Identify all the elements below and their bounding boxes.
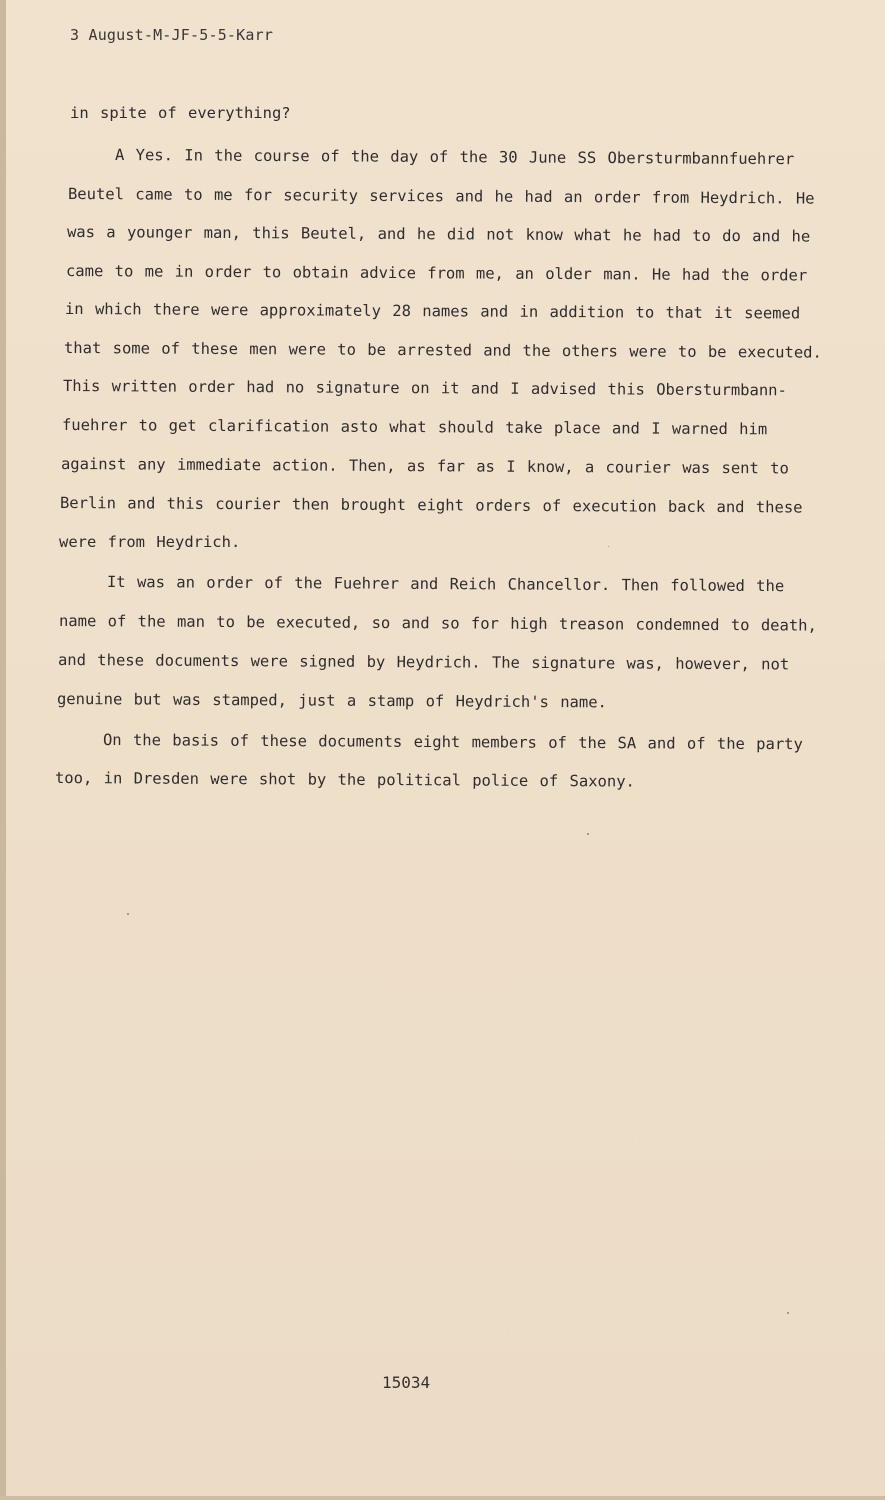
text-line: On the basis of these documents eight members of the SA and of the party [102,731,803,754]
text-line: Beutel came to me for security services and he had an order from Heydrich. He [67,185,815,208]
text-line: and these documents were signed by Heydrich. The signature was, however, not [57,651,790,674]
text-line: too, in Dresden were shot by the political police of Saxony. [54,769,635,791]
text-line: It was an order of the Fuehrer and Reich Chancellor. Then followed the [106,573,785,596]
text-line: came to me in order to obtain advice from me, an older man. He had the order [65,262,808,285]
page-bottom-edge [0,1496,885,1500]
text-line: in spite of everything? [70,104,291,122]
text-line: Berlin and this courier then brought eight orders of execution back and these [59,494,803,517]
page-number: 15034 [382,1373,431,1392]
page-header: 3 August-M-JF-5-5-Karr [70,26,274,44]
paper-speck [787,1312,789,1314]
page-left-edge [0,0,6,1500]
text-line: This written order had no signature on it and I advised this Obersturmbann- [62,377,787,400]
paper-speck [608,546,609,547]
paper-speck [127,913,129,915]
text-line: was a younger man, this Beutel, and he did not know what he had to do and he [66,223,811,246]
text-line: that some of these men were to be arrested and the others were to be executed. [63,339,822,362]
paper-speck [587,833,589,835]
text-line: genuine but was stamped, just a stamp of Heydrich's name. [56,690,607,712]
text-line: A Yes. In the course of the day of the 30 June SS Obersturmbannfuehrer [114,146,795,169]
text-line: in which there were approximately 28 names and in addition to that it seemed [64,300,801,323]
text-line: fuehrer to get clarification asto what should take place and I warned him [61,416,768,439]
text-line: were from Heydrich. [59,533,241,551]
text-line: against any immediate action. Then, as far as I know, a courier was sent to [60,455,789,478]
text-line: name of the man to be executed, so and so for high treason condemned to death, [58,612,817,635]
